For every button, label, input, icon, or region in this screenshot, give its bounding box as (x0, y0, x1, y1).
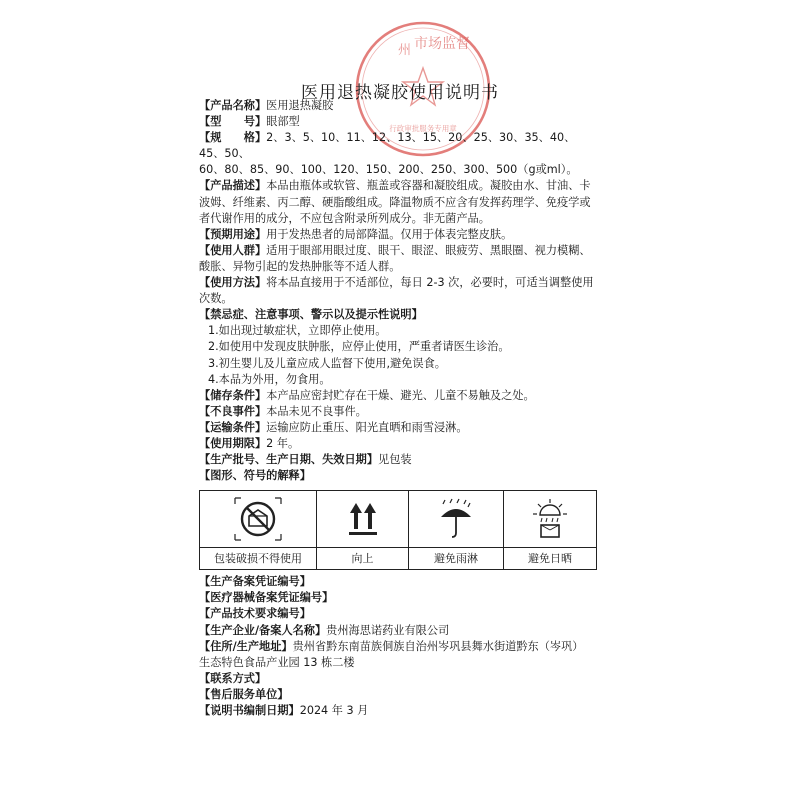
adverse-row (199, 404, 599, 420)
contact-label: 【联系方式】 (199, 671, 267, 685)
after-sales-label: 【售后服务单位】 (199, 687, 289, 701)
description-label: 【产品描述】 (199, 179, 267, 193)
manufacturer-label: 【生产企业/备案人名称】 (199, 623, 327, 637)
compiled-date-row (199, 703, 599, 719)
description-line-1: 本品由瓶体或软管、瓶盖或容器和凝胶组成。凝胶由水、甘油、卡 (266, 179, 591, 193)
address-line-2: 生态特色食品产业园 13 栋二楼 (199, 655, 355, 669)
intended-use-row (199, 227, 599, 243)
usage-row (199, 275, 599, 291)
product-name-row (199, 98, 599, 114)
warning-item-1: 1.如出现过敏症状，立即停止使用。 (208, 324, 387, 338)
model-value: 眼部型 (266, 115, 300, 129)
model-row (199, 114, 599, 130)
transport-label: 【运输条件】 (199, 420, 267, 434)
warning-item-2: 2.如使用中发现皮肤肿胀，应停止使用，严重者请医生诊治。 (208, 340, 510, 354)
product-name-label: 【产品名称】 (199, 99, 267, 112)
spec-row (199, 130, 599, 162)
address-label: 【住所/生产地址】 (199, 639, 293, 653)
transport-row (199, 420, 599, 436)
adverse-label: 【不良事件】 (199, 404, 267, 418)
address-row (199, 639, 599, 655)
device-record-no-row (199, 590, 599, 606)
symbols-heading: 【图形、符号的解释】 (199, 469, 311, 483)
users-line-2: 酸胀、异物引起的发热肿胀等不适人群。 (199, 259, 401, 273)
symbol-cell-damaged (200, 491, 317, 548)
this-way-up-icon (343, 499, 383, 539)
usage-line-1: 将本品直接用于不适部位，每日 2-3 次，必要时，可适当调整使用 (266, 276, 594, 290)
device-record-no-label: 【医疗器械备案凭证编号】 (199, 591, 334, 605)
usage-line-2: 次数。 (199, 292, 233, 306)
batch-row (199, 452, 599, 468)
product-name-value: 医用退热凝胶 (266, 99, 334, 112)
storage-row (199, 388, 599, 404)
description-line-3: 者代谢作用的成分，不应包含附录所列成分。非无菌产品。 (199, 211, 490, 225)
users-row (199, 243, 599, 259)
tech-req-no-row (199, 606, 599, 622)
spec-label: 【规 格】 (199, 131, 267, 145)
seal-partial-char: 州 (398, 43, 412, 58)
spec-line-1: 2、3、5、10、11、12、13、15、20、25、30、35、40、45、50、 (199, 131, 576, 161)
document-body (199, 98, 599, 719)
description-row (199, 178, 599, 194)
shelf-life-label: 【使用期限】 (199, 436, 267, 450)
users-line-1: 适用于眼部用眼过度、眼干、眼涩、眼疲劳、黑眼圈、视力模糊、 (266, 243, 591, 257)
transport-value: 运输应防止重压、阳光直晒和雨雪浸淋。 (266, 420, 468, 434)
users-label: 【使用人群】 (199, 243, 267, 257)
description-line-2: 波姆、纤维素、丙二醇、硬脂酸组成。降温物质不应含有发挥药理学、免疫学或 (199, 195, 591, 209)
batch-label: 【生产批号、生产日期、失效日期】 (199, 453, 379, 467)
shelf-life-row (199, 436, 599, 452)
compiled-date-label: 【说明书编制日期】 (199, 704, 300, 717)
contact-row (199, 671, 599, 687)
seal-arc-text: 市场监督 (414, 36, 470, 52)
seal-bottom-text: 行政审批服务专用章 (389, 124, 457, 133)
shelf-life-value: 2 年。 (266, 436, 300, 450)
manufacturer-row (199, 623, 599, 639)
damaged-package-icon (231, 494, 285, 544)
symbol-caption-up: 向上 (317, 548, 409, 569)
symbol-caption-sun: 避免日晒 (528, 551, 572, 565)
tech-req-no-label: 【产品技术要求编号】 (199, 607, 311, 621)
spec-line-2: 60、80、85、90、100、120、150、200、250、300、500（g或ml）。 (199, 163, 578, 177)
intended-use-label: 【预期用途】 (199, 227, 267, 241)
warning-item-3: 3.初生婴儿及儿童应成人监督下使用,避免误食。 (208, 356, 446, 370)
keep-dry-umbrella-icon (436, 497, 476, 541)
record-no-label: 【生产备案凭证编号】 (199, 575, 311, 589)
keep-away-sunlight-icon (530, 497, 570, 541)
symbols-table (199, 490, 597, 570)
storage-label: 【储存条件】 (199, 388, 267, 402)
address-line-1: 贵州省黔东南苗族侗族自治州岑巩县舞水街道黔东（岑巩） (292, 639, 584, 653)
intended-use-value: 用于发热患者的局部降温。仅用于体表完整皮肤。 (266, 227, 513, 241)
document-title: 医用退热凝胶使用说明书 (301, 83, 499, 103)
symbol-cell-sun (504, 491, 596, 548)
symbol-caption-damaged: 包装破损不得使用 (200, 548, 317, 569)
warning-item-4: 4.本品为外用，勿食用。 (208, 372, 331, 386)
usage-label: 【使用方法】 (199, 276, 267, 290)
after-sales-row (199, 687, 599, 703)
storage-value: 本产品应密封贮存在干燥、避光、儿童不易触及之处。 (266, 388, 535, 402)
adverse-value: 本品未见不良事件。 (266, 404, 367, 418)
record-no-row (199, 574, 599, 590)
symbol-cell-up (317, 491, 409, 548)
batch-value: 见包装 (378, 453, 412, 467)
compiled-date-value: 2024 年 3 月 (299, 704, 369, 717)
model-label: 【型 号】 (199, 115, 267, 129)
symbol-caption-rain: 避免雨淋 (409, 548, 504, 569)
warnings-heading: 【禁忌症、注意事项、警示以及提示性说明】 (199, 308, 423, 322)
manufacturer-value: 贵州海思诺药业有限公司 (326, 623, 450, 637)
symbol-cell-rain (409, 491, 504, 548)
